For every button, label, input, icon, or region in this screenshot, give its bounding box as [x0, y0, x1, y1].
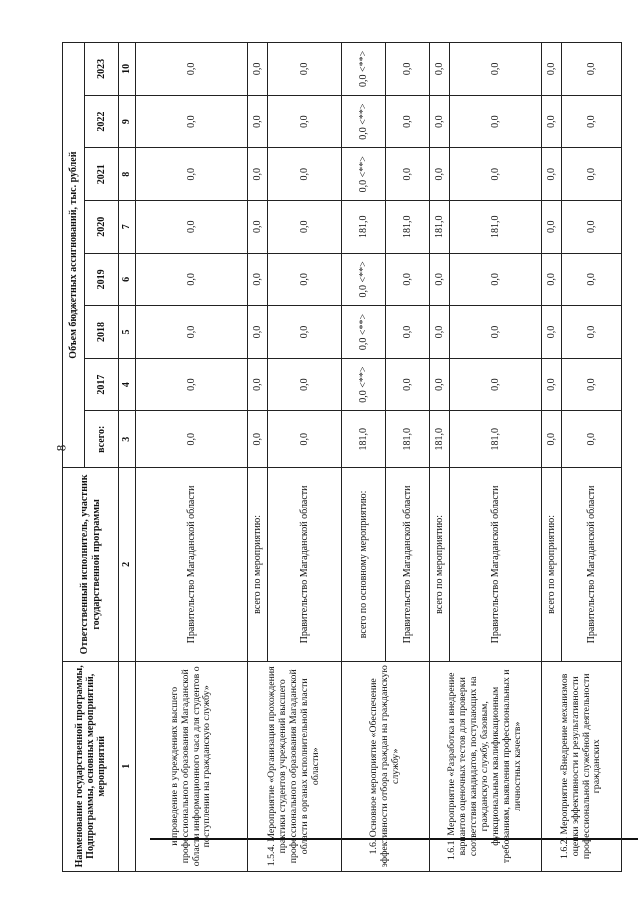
value-cell: 0,0: [136, 358, 248, 411]
value-cell: 0,0: [542, 306, 562, 359]
table-row: [248, 43, 268, 872]
value-cell: 0,0: [268, 43, 342, 96]
value-cell: 0,0: [542, 148, 562, 201]
value-cell: 0,0: [562, 95, 622, 148]
col-number: 4: [119, 358, 136, 411]
value-cell: 0,0: [450, 95, 542, 148]
table-row: [342, 43, 386, 872]
value-cell: 181,0: [386, 200, 430, 253]
header-year: 2020: [85, 200, 119, 253]
value-cell: 0,0: [542, 95, 562, 148]
budget-table: [62, 42, 622, 872]
value-cell: 181,0: [430, 411, 450, 468]
header-year: 2023: [85, 43, 119, 96]
executor: Правительство Магаданской области: [562, 468, 622, 661]
table-row: [430, 43, 450, 872]
activity-name: и проведение в учреждениях высшего профессионального образования Магаданской области информационного часа для студентов о поступлении на гражданскую службу»: [136, 661, 248, 871]
executor: всего по мероприятию:: [248, 468, 268, 661]
header-year: 2018: [85, 306, 119, 359]
value-cell: 0,0: [136, 148, 248, 201]
value-cell: 0,0: [450, 43, 542, 96]
value-cell: 0,0: [542, 200, 562, 253]
value-cell: 0,0: [136, 306, 248, 359]
value-cell: 0,0: [562, 411, 622, 468]
value-cell: 0,0: [248, 411, 268, 468]
col-number: 2: [119, 468, 136, 661]
value-cell: 0,0 <**>: [342, 253, 386, 306]
header-name: Наименование государственной программы, Подпрограммы, основных мероприятий, мероприятий: [63, 661, 119, 871]
value-cell: 181,0: [386, 411, 430, 468]
executor: всего по основному мероприятию:: [342, 468, 386, 661]
value-cell: 0,0: [542, 411, 562, 468]
value-cell: 0,0: [386, 253, 430, 306]
header-budget: Объем бюджетных ассигнований, тыс. рублей: [63, 43, 85, 468]
col-number: 7: [119, 200, 136, 253]
value-cell: 0,0: [248, 306, 268, 359]
value-cell: 0,0: [386, 148, 430, 201]
value-cell: 181,0: [342, 200, 386, 253]
activity-name: 1.6.2. Мероприятие «Внедрение механизмов оценки эффективности и результативности профессиональной служебной деятельности гражданских: [542, 661, 622, 871]
value-cell: 0,0 <**>: [342, 43, 386, 96]
rotated-table-container: [62, 42, 603, 872]
col-number: 6: [119, 253, 136, 306]
value-cell: 0,0 <**>: [342, 306, 386, 359]
activity-name: 1.6.1. Мероприятие «Разработка и внедрение вариантов оценочных тестов для проверки соответствия кандидатов, поступающих на гражданскую службу, базовым, функциональным квалификационным требованиям, выявления профессиональных и личностных качеств»: [430, 661, 542, 871]
value-cell: 181,0: [342, 411, 386, 468]
value-cell: 0,0: [450, 358, 542, 411]
executor: Правительство Магаданской области: [136, 468, 248, 661]
value-cell: 0,0: [562, 306, 622, 359]
activity-name: 1.6. Основное мероприятие «Обеспечение эффективности отбора граждан на гражданскую службу»: [342, 661, 430, 871]
value-cell: 0,0: [562, 148, 622, 201]
value-cell: 0,0: [248, 95, 268, 148]
value-cell: 0,0: [386, 306, 430, 359]
value-cell: 0,0: [430, 148, 450, 201]
table-row: [542, 43, 562, 872]
col-number: 8: [119, 148, 136, 201]
value-cell: 0,0: [136, 411, 248, 468]
activity-name: 1.5.4. Мероприятие «Организация прохождения практики студентов учреждений высшего профессионального образования Магаданской области в органах исполнительной власти области»: [248, 661, 342, 871]
col-number: 1: [119, 661, 136, 871]
value-cell: 0,0: [562, 358, 622, 411]
value-cell: 0,0: [268, 306, 342, 359]
value-cell: 0,0: [136, 200, 248, 253]
value-cell: 0,0 <**>: [342, 358, 386, 411]
value-cell: 0,0: [136, 95, 248, 148]
value-cell: 0,0: [248, 253, 268, 306]
value-cell: 0,0: [430, 358, 450, 411]
value-cell: 0,0: [386, 43, 430, 96]
value-cell: 0,0: [248, 148, 268, 201]
value-cell: 0,0: [542, 358, 562, 411]
value-cell: 0,0: [268, 95, 342, 148]
value-cell: 0,0: [562, 200, 622, 253]
value-cell: 0,0: [542, 43, 562, 96]
executor: всего по мероприятию:: [542, 468, 562, 661]
value-cell: 0,0: [248, 43, 268, 96]
header-year: 2022: [85, 95, 119, 148]
executor: всего по мероприятию:: [430, 468, 450, 661]
value-cell: 0,0: [450, 306, 542, 359]
value-cell: 0,0 <**>: [342, 95, 386, 148]
header-year: 2019: [85, 253, 119, 306]
value-cell: 0,0: [562, 43, 622, 96]
value-cell: 181,0: [450, 200, 542, 253]
col-number: 3: [119, 411, 136, 468]
value-cell: 0,0: [386, 95, 430, 148]
value-cell: 0,0: [430, 306, 450, 359]
value-cell: 0,0: [136, 253, 248, 306]
value-cell: 0,0: [268, 358, 342, 411]
executor: Правительство Магаданской области: [386, 468, 430, 661]
value-cell: 0,0: [268, 411, 342, 468]
value-cell: 0,0: [562, 253, 622, 306]
value-cell: 0,0: [268, 200, 342, 253]
value-cell: 0,0: [248, 200, 268, 253]
header-executor: Ответственный исполнитель, участник государственной программы: [63, 468, 119, 661]
header-total: всего:: [85, 411, 119, 468]
col-number: 10: [119, 43, 136, 96]
executor: Правительство Магаданской области: [268, 468, 342, 661]
value-cell: 0,0: [268, 253, 342, 306]
page-number: 8: [53, 444, 69, 452]
executor: Правительство Магаданской области: [450, 468, 542, 661]
value-cell: 0,0: [450, 253, 542, 306]
header-year: 2017: [85, 358, 119, 411]
value-cell: 0,0: [430, 253, 450, 306]
value-cell: 0,0: [136, 43, 248, 96]
col-number: 5: [119, 306, 136, 359]
value-cell: 0,0: [268, 148, 342, 201]
value-cell: 181,0: [450, 411, 542, 468]
value-cell: 0,0 <**>: [342, 148, 386, 201]
value-cell: 0,0: [430, 43, 450, 96]
col-number: 9: [119, 95, 136, 148]
table-row: [136, 43, 248, 872]
value-cell: 0,0: [450, 148, 542, 201]
value-cell: 0,0: [542, 253, 562, 306]
value-cell: 181,0: [430, 200, 450, 253]
value-cell: 0,0: [430, 95, 450, 148]
header-year: 2021: [85, 148, 119, 201]
value-cell: 0,0: [386, 358, 430, 411]
value-cell: 0,0: [248, 358, 268, 411]
